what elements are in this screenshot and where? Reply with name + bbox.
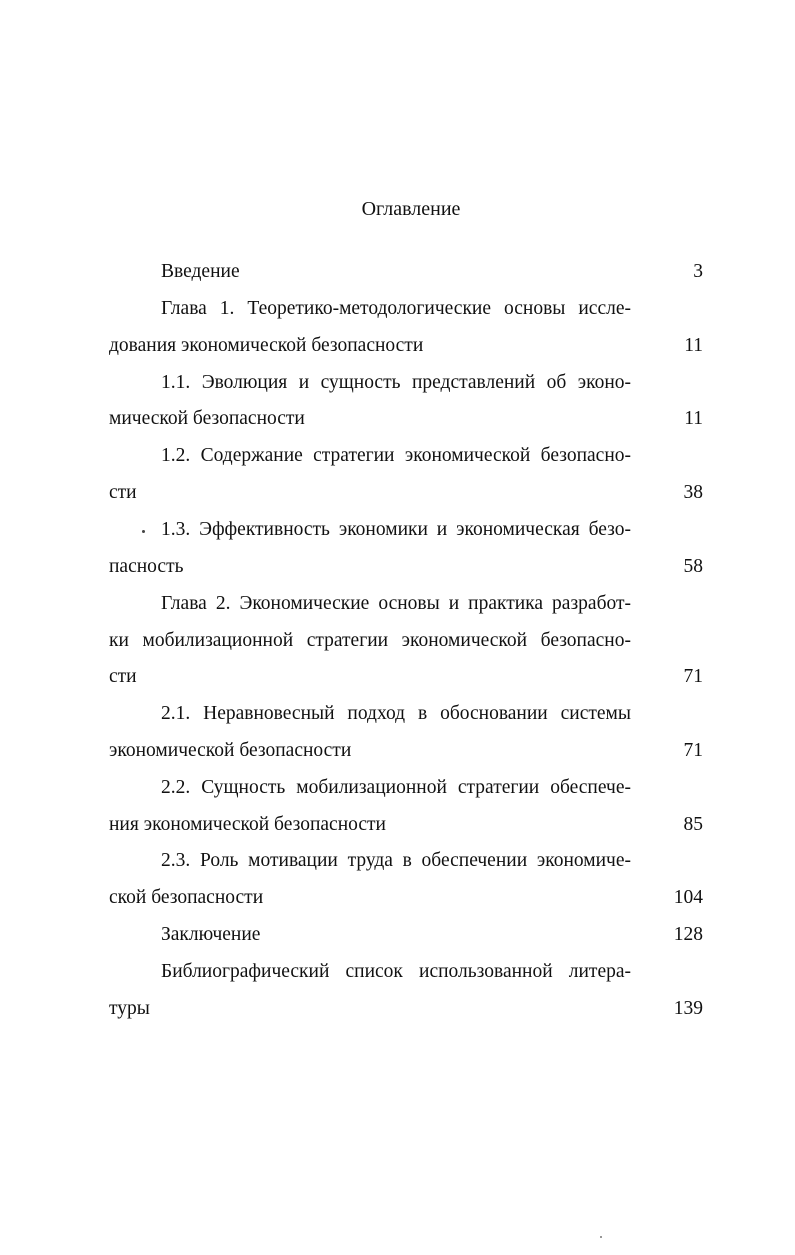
toc-entry-chapter-1-line-1: Глава 1. Теоретико-методологические основы иссле- <box>161 298 631 319</box>
toc-entry-section-2-3-page: 104 <box>673 887 703 908</box>
toc-entry-conclusion-page: 128 <box>673 924 703 945</box>
scan-speck <box>600 1236 602 1238</box>
page-title: Оглавление <box>361 198 461 220</box>
toc-entry-section-2-3-line-2: ской безопасности <box>109 887 264 908</box>
toc-entry-intro-line-1: Введение <box>161 261 240 282</box>
toc-entry-section-1-1-line-1: 1.1. Эволюция и сущность представлений об эконо- <box>161 372 631 393</box>
toc-entry-section-2-1-line-2: экономической безопасности <box>109 740 352 761</box>
toc-entry-section-2-1-line-1: 2.1. Неравновесный подход в обосновании системы <box>161 703 631 724</box>
toc-entry-intro-page: 3 <box>693 261 703 282</box>
toc-entry-chapter-2-page: 71 <box>683 666 703 687</box>
toc-entry-section-1-2-line-1: 1.2. Содержание стратегии экономической безопасно- <box>161 445 631 466</box>
toc-entry-chapter-2-line-2: ки мобилизационной стратегии экономической безопасно- <box>109 630 631 651</box>
toc-entry-chapter-1-page: 11 <box>684 335 703 356</box>
toc-entry-section-1-2-page: 38 <box>683 482 703 503</box>
toc-entry-chapter-2-line-3: сти <box>109 666 137 687</box>
toc-entry-section-2-2-page: 85 <box>683 814 703 835</box>
toc-entry-bibliography-page: 139 <box>673 998 703 1019</box>
toc-entry-section-1-1-page: 11 <box>684 408 703 429</box>
toc-entry-section-1-3-line-1: 1.3. Эффективность экономики и экономическая безо- <box>161 519 631 540</box>
toc-entry-chapter-1-line-2: дования экономической безопасности <box>109 335 424 356</box>
toc-entry-section-2-1-page: 71 <box>683 740 703 761</box>
toc-entry-section-1-2-line-2: сти <box>109 482 137 503</box>
toc-entry-section-2-2-line-2: ния экономической безопасности <box>109 814 386 835</box>
toc-entry-section-1-1-line-2: мической безопасности <box>109 408 305 429</box>
scan-speck-dot <box>142 530 145 533</box>
toc-entry-section-1-3-line-2: пасность <box>109 556 184 577</box>
toc-entry-bibliography-line-1: Библиографический список использованной литера- <box>161 961 631 982</box>
toc-entry-conclusion-line-1: Заключение <box>161 924 261 945</box>
toc-entry-chapter-2-line-1: Глава 2. Экономические основы и практика разработ- <box>161 593 631 614</box>
toc-entry-section-2-3-line-1: 2.3. Роль мотивации труда в обеспечении экономиче- <box>161 850 631 871</box>
toc-entry-section-2-2-line-1: 2.2. Сущность мобилизационной стратегии обеспече- <box>161 777 631 798</box>
toc-entry-section-1-3-page: 58 <box>683 556 703 577</box>
toc-entry-bibliography-line-2: туры <box>109 998 150 1019</box>
